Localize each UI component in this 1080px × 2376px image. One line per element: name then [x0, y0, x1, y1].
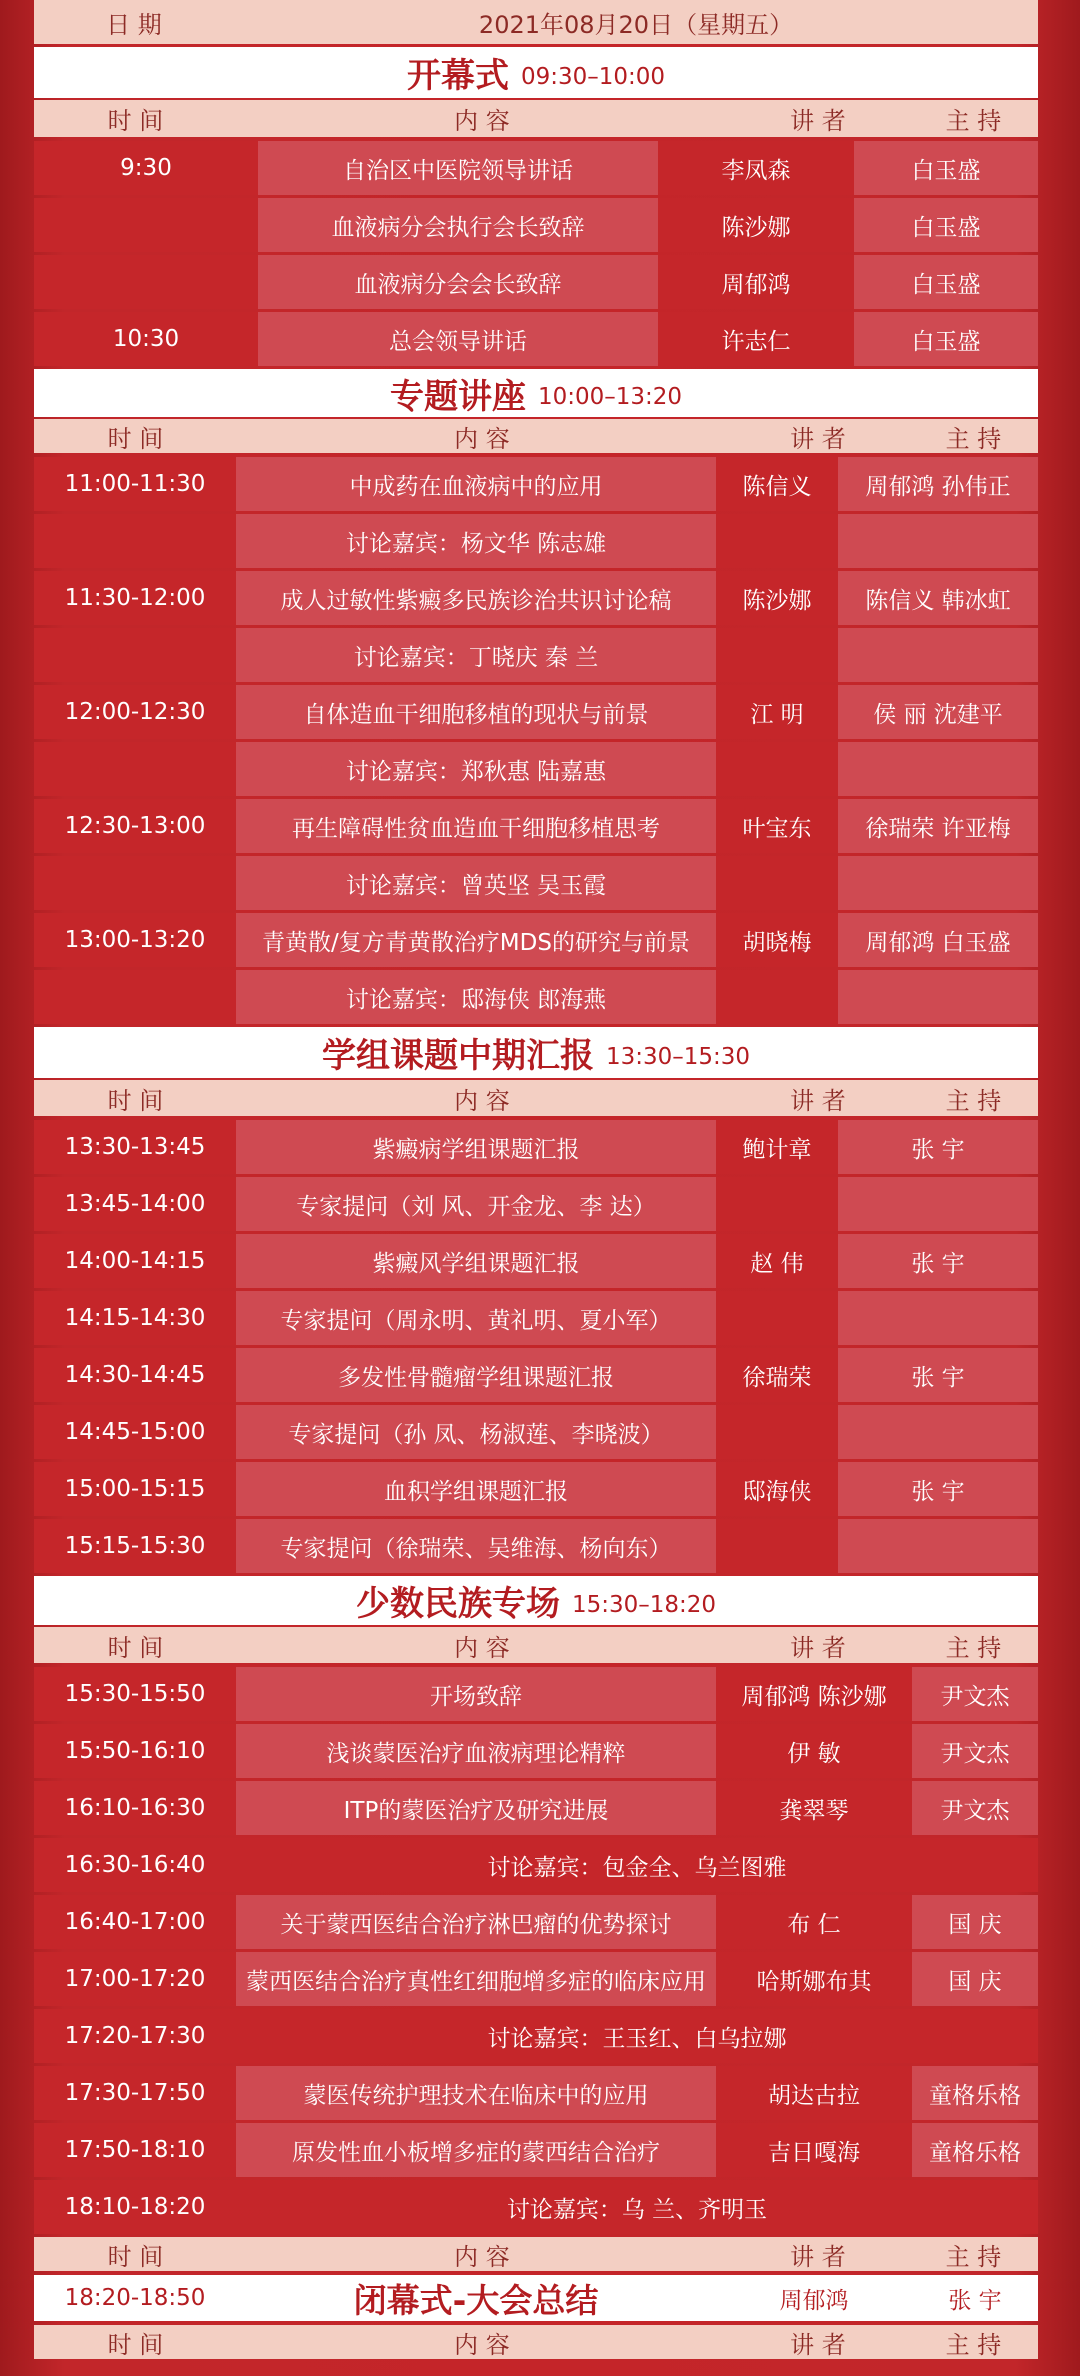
- row-host: [838, 1177, 1038, 1231]
- row-host: [838, 1291, 1038, 1345]
- row-time: 14:00-14:15: [34, 1234, 236, 1288]
- header-row: [34, 1627, 1038, 1663]
- ethnic-row: [34, 1838, 1038, 1892]
- opening-row: [34, 255, 1038, 309]
- row-speaker: 许志仁: [658, 312, 854, 366]
- row-host: 陈信义 韩冰虹: [838, 571, 1038, 625]
- ethnic-row: [34, 2123, 1038, 2177]
- row-speaker: 伊 敏: [716, 1724, 912, 1778]
- row-speaker: 周郁鸿: [658, 255, 854, 309]
- row-host: [838, 856, 1038, 910]
- row-speaker: [716, 742, 838, 796]
- section-title-text: 开幕式: [406, 56, 509, 96]
- row-speaker: 陈沙娜: [658, 198, 854, 252]
- midterm-row: [34, 1519, 1038, 1573]
- row-time: [34, 198, 258, 252]
- row-speaker: [716, 628, 838, 682]
- row-host: 白玉盛: [854, 141, 1038, 195]
- row-host: 张 宇: [838, 1462, 1038, 1516]
- row-speaker: 吉日嘎海: [716, 2123, 912, 2177]
- section-time-text: 13:30–15:30: [605, 1043, 751, 1070]
- row-host: [838, 970, 1038, 1024]
- header-time: 时 间: [107, 1086, 164, 1115]
- row-time: 12:00-12:30: [34, 685, 236, 739]
- row-host: 国 庆: [912, 1895, 1038, 1949]
- ethnic-row: [34, 2009, 1038, 2063]
- row-content: ITP的蒙医治疗及研究进展: [236, 1781, 716, 1835]
- row-host: 白玉盛: [854, 312, 1038, 366]
- closing-row: [34, 2275, 1038, 2321]
- row-content: 专家提问（刘 风、开金龙、李 达）: [236, 1177, 716, 1231]
- row-time: 17:20-17:30: [34, 2009, 236, 2063]
- row-speaker: 邸海侠: [716, 1462, 838, 1516]
- row-host: 尹文杰: [912, 1667, 1038, 1721]
- row-time: 17:50-18:10: [34, 2123, 236, 2177]
- header-content: 内 容: [454, 2330, 510, 2359]
- header-time: 时 间: [107, 424, 164, 453]
- row-speaker: [716, 970, 838, 1024]
- section-time-text: 15:30–18:20: [571, 1591, 717, 1618]
- row-host: 张 宇: [838, 1120, 1038, 1174]
- row-time: [34, 970, 236, 1024]
- row-speaker: 赵 伟: [716, 1234, 838, 1288]
- row-time: 9:30: [34, 141, 258, 195]
- header-row: [34, 419, 1038, 453]
- row-content: 讨论嘉宾：丁晓庆 秦 兰: [236, 628, 716, 682]
- row-time: 11:00-11:30: [34, 457, 236, 511]
- row-time: 16:40-17:00: [34, 1895, 236, 1949]
- midterm-row: [34, 1348, 1038, 1402]
- section-title-text: 专题讲座: [389, 376, 526, 417]
- row-speaker: [716, 1405, 838, 1459]
- row-time: 13:30-13:45: [34, 1120, 236, 1174]
- lectures-section-title: [34, 369, 1038, 417]
- closing-speaker: 周郁鸿: [779, 2287, 849, 2314]
- row-time: 11:30-12:00: [34, 571, 236, 625]
- header-content: 内 容: [454, 1086, 510, 1115]
- midterm-row: [34, 1234, 1038, 1288]
- row-content: 再生障碍性贫血造血干细胞移植思考: [236, 799, 716, 853]
- row-content: 自治区中医院领导讲话: [258, 141, 658, 195]
- row-host: 尹文杰: [912, 1724, 1038, 1778]
- header-host: 主 持: [945, 1633, 1002, 1662]
- row-host: 白玉盛: [854, 198, 1038, 252]
- lectures-row: [34, 742, 1038, 796]
- date-row: [34, 0, 1038, 44]
- row-host: 张 宇: [838, 1234, 1038, 1288]
- row-speaker: 鲍计章: [716, 1120, 838, 1174]
- lectures-row: [34, 799, 1038, 853]
- row-host: 白玉盛: [854, 255, 1038, 309]
- midterm-row: [34, 1291, 1038, 1345]
- row-speaker: 龚翠琴: [716, 1781, 912, 1835]
- row-time: 15:30-15:50: [34, 1667, 236, 1721]
- row-host: 张 宇: [838, 1348, 1038, 1402]
- row-host: 徐瑞荣 许亚梅: [838, 799, 1038, 853]
- row-time: 13:45-14:00: [34, 1177, 236, 1231]
- row-host: [838, 1519, 1038, 1573]
- row-host: [838, 514, 1038, 568]
- lectures-row: [34, 457, 1038, 511]
- lectures-row: [34, 913, 1038, 967]
- row-content: 紫癜风学组课题汇报: [236, 1234, 716, 1288]
- row-content: 浅谈蒙医治疗血液病理论精粹: [236, 1724, 716, 1778]
- section-title-text: 学组课题中期汇报: [321, 1036, 594, 1076]
- header-speaker: 讲 者: [790, 107, 846, 135]
- header-host: 主 持: [945, 2330, 1002, 2359]
- row-host: 侯 丽 沈建平: [838, 685, 1038, 739]
- date-value: 2021年08月20日（星期五）: [478, 10, 794, 39]
- header-time: 时 间: [107, 2242, 164, 2271]
- header-time: 时 间: [107, 107, 164, 135]
- row-speaker: 江 明: [716, 685, 838, 739]
- closing-title: 闭幕式-大会总结: [353, 2280, 599, 2320]
- closing-time: 18:20-18:50: [64, 2285, 206, 2311]
- row-content: 讨论嘉宾：包金全、乌兰图雅: [236, 1838, 1038, 1892]
- header-host: 主 持: [945, 424, 1002, 453]
- row-content: 血液病分会会长致辞: [258, 255, 658, 309]
- header-row: [34, 1080, 1038, 1116]
- row-time: 17:30-17:50: [34, 2066, 236, 2120]
- header-content: 内 容: [454, 2242, 510, 2271]
- row-speaker: 哈斯娜布其: [716, 1952, 912, 2006]
- header-time: 时 间: [107, 1633, 164, 1662]
- section-time-text: 09:30–10:00: [520, 63, 666, 90]
- row-time: [34, 742, 236, 796]
- row-speaker: 李凤森: [658, 141, 854, 195]
- row-content: 蒙医传统护理技术在临床中的应用: [236, 2066, 716, 2120]
- row-host: 国 庆: [912, 1952, 1038, 2006]
- row-host: [838, 628, 1038, 682]
- row-content: 讨论嘉宾：杨文华 陈志雄: [236, 514, 716, 568]
- row-host: 周郁鸿 白玉盛: [838, 913, 1038, 967]
- row-content: 关于蒙西医结合治疗淋巴瘤的优势探讨: [236, 1895, 716, 1949]
- row-content: 蒙西医结合治疗真性红细胞增多症的临床应用: [236, 1952, 716, 2006]
- header-speaker: 讲 者: [790, 424, 846, 453]
- row-time: 12:30-13:00: [34, 799, 236, 853]
- header-speaker: 讲 者: [790, 2330, 846, 2359]
- row-host: [838, 1405, 1038, 1459]
- opening-row: [34, 312, 1038, 366]
- section-time-text: 10:00–13:20: [537, 384, 683, 410]
- row-content: 紫癜病学组课题汇报: [236, 1120, 716, 1174]
- header-row: [34, 2237, 1038, 2271]
- row-host: 尹文杰: [912, 1781, 1038, 1835]
- row-time: 16:30-16:40: [34, 1838, 236, 1892]
- row-speaker: [716, 1291, 838, 1345]
- ethnic-row: [34, 1781, 1038, 1835]
- row-content: 青黄散/复方青黄散治疗MDS的研究与前景: [236, 913, 716, 967]
- ethnic-row: [34, 2180, 1038, 2234]
- ethnic-row: [34, 2066, 1038, 2120]
- row-time: [34, 255, 258, 309]
- row-content: 讨论嘉宾：郑秋惠 陆嘉惠: [236, 742, 716, 796]
- row-time: 14:15-14:30: [34, 1291, 236, 1345]
- header-row: [34, 2325, 1038, 2359]
- ethnic-section-title: [34, 1576, 1038, 1625]
- opening-section-title: [34, 47, 1038, 98]
- section-title-text: 少数民族专场: [355, 1584, 560, 1624]
- midterm-row: [34, 1120, 1038, 1174]
- header-content: 内 容: [454, 107, 510, 135]
- schedule-table: [34, 0, 1038, 2359]
- header-host: 主 持: [945, 107, 1002, 135]
- ethnic-row: [34, 1952, 1038, 2006]
- header-content: 内 容: [454, 424, 510, 453]
- row-content: 专家提问（徐瑞荣、吴维海、杨向东）: [236, 1519, 716, 1573]
- opening-row: [34, 141, 1038, 195]
- row-content: 多发性骨髓瘤学组课题汇报: [236, 1348, 716, 1402]
- row-content: 讨论嘉宾：乌 兰、齐明玉: [236, 2180, 1038, 2234]
- row-content: 血液病分会执行会长致辞: [258, 198, 658, 252]
- row-host: [838, 742, 1038, 796]
- row-time: [34, 628, 236, 682]
- row-content: 讨论嘉宾：曾英坚 吴玉霞: [236, 856, 716, 910]
- header-host: 主 持: [945, 1086, 1002, 1115]
- ethnic-row: [34, 1667, 1038, 1721]
- lectures-row: [34, 970, 1038, 1024]
- row-speaker: 布 仁: [716, 1895, 912, 1949]
- row-host: 童格乐格: [912, 2066, 1038, 2120]
- row-speaker: [716, 856, 838, 910]
- row-speaker: 周郁鸿 陈沙娜: [716, 1667, 912, 1721]
- row-content: 原发性血小板增多症的蒙西结合治疗: [236, 2123, 716, 2177]
- row-time: 18:10-18:20: [34, 2180, 236, 2234]
- row-time: 15:50-16:10: [34, 1724, 236, 1778]
- lectures-row: [34, 571, 1038, 625]
- row-content: 总会领导讲话: [258, 312, 658, 366]
- ethnic-row: [34, 1724, 1038, 1778]
- header-row: [34, 100, 1038, 137]
- midterm-row: [34, 1177, 1038, 1231]
- row-speaker: 胡达古拉: [716, 2066, 912, 2120]
- midterm-row: [34, 1405, 1038, 1459]
- date-label: 日 期: [106, 10, 162, 39]
- opening-row: [34, 198, 1038, 252]
- row-speaker: 胡晓梅: [716, 913, 838, 967]
- row-time: 10:30: [34, 312, 258, 366]
- header-time: 时 间: [107, 2330, 164, 2359]
- lectures-row: [34, 856, 1038, 910]
- row-time: 13:00-13:20: [34, 913, 236, 967]
- ethnic-row: [34, 1895, 1038, 1949]
- row-speaker: 陈信义: [716, 457, 838, 511]
- header-speaker: 讲 者: [790, 1633, 846, 1662]
- header-speaker: 讲 者: [790, 2242, 846, 2271]
- row-content: 中成药在血液病中的应用: [236, 457, 716, 511]
- row-content: 讨论嘉宾：王玉红、白乌拉娜: [236, 2009, 1038, 2063]
- row-content: 血积学组课题汇报: [236, 1462, 716, 1516]
- row-speaker: 叶宝东: [716, 799, 838, 853]
- row-speaker: [716, 1177, 838, 1231]
- row-content: 开场致辞: [236, 1667, 716, 1721]
- row-content: 自体造血干细胞移植的现状与前景: [236, 685, 716, 739]
- header-speaker: 讲 者: [790, 1086, 846, 1115]
- row-time: 14:45-15:00: [34, 1405, 236, 1459]
- row-time: 15:00-15:15: [34, 1462, 236, 1516]
- lectures-row: [34, 628, 1038, 682]
- row-content: 成人过敏性紫癜多民族诊治共识讨论稿: [236, 571, 716, 625]
- row-content: 专家提问（周永明、黄礼明、夏小军）: [236, 1291, 716, 1345]
- row-time: 16:10-16:30: [34, 1781, 236, 1835]
- row-time: 17:00-17:20: [34, 1952, 236, 2006]
- row-content: 专家提问（孙 凤、杨淑莲、李晓波）: [236, 1405, 716, 1459]
- header-content: 内 容: [454, 1633, 510, 1662]
- row-time: [34, 514, 236, 568]
- lectures-row: [34, 685, 1038, 739]
- row-time: 15:15-15:30: [34, 1519, 236, 1573]
- row-speaker: [716, 514, 838, 568]
- row-host: 周郁鸿 孙伟正: [838, 457, 1038, 511]
- midterm-section-title: [34, 1027, 1038, 1078]
- row-speaker: 陈沙娜: [716, 571, 838, 625]
- row-time: [34, 856, 236, 910]
- row-time: 14:30-14:45: [34, 1348, 236, 1402]
- closing-host: 张 宇: [948, 2287, 1002, 2314]
- midterm-row: [34, 1462, 1038, 1516]
- row-content: 讨论嘉宾：邸海侠 郎海燕: [236, 970, 716, 1024]
- header-host: 主 持: [945, 2242, 1002, 2271]
- row-speaker: [716, 1519, 838, 1573]
- row-speaker: 徐瑞荣: [716, 1348, 838, 1402]
- row-host: 童格乐格: [912, 2123, 1038, 2177]
- lectures-row: [34, 514, 1038, 568]
